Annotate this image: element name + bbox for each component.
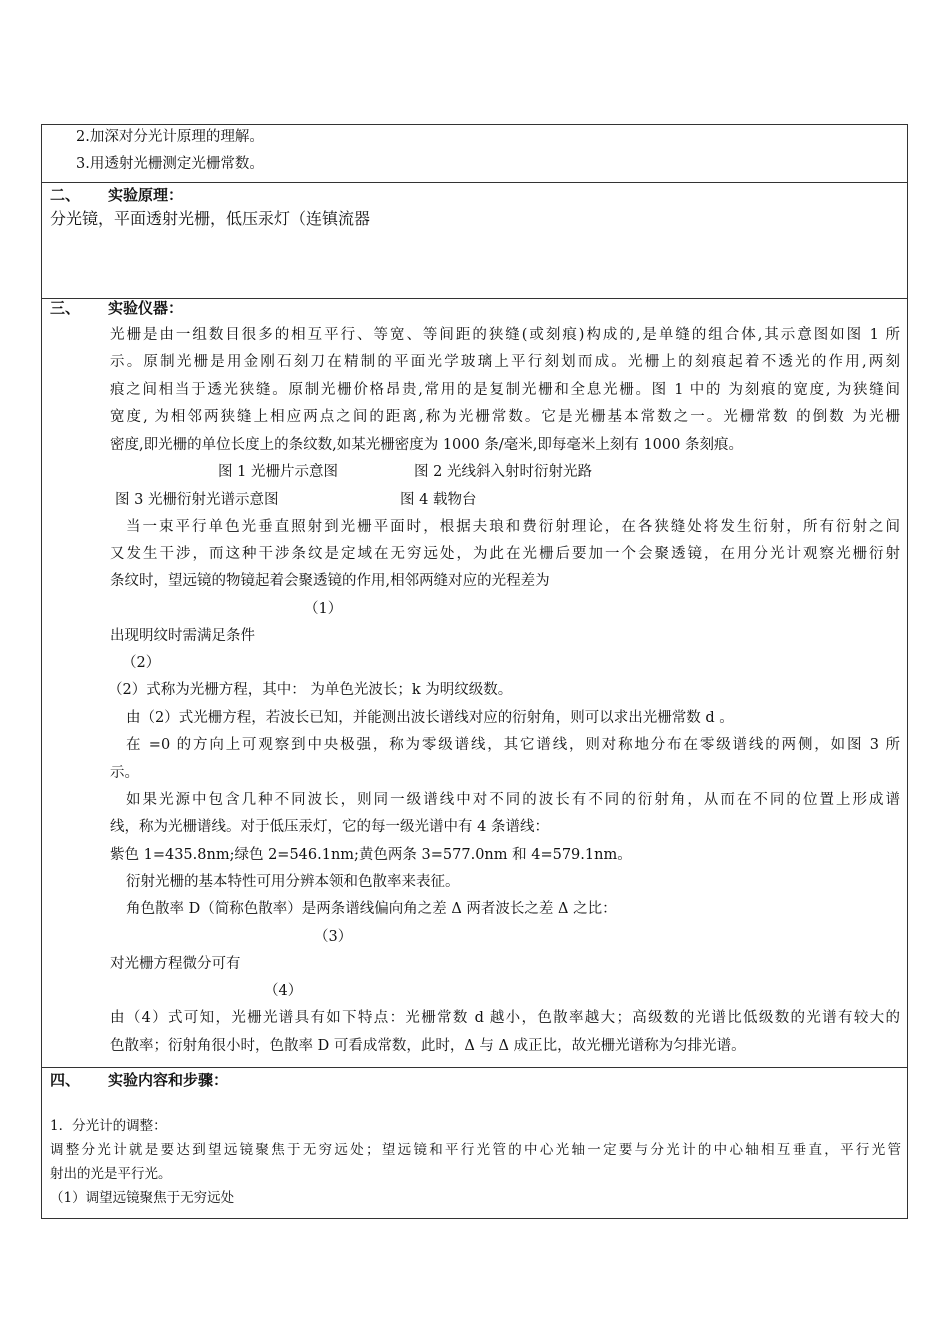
steps-title: 实验内容和步骤：	[108, 1071, 229, 1089]
angular-dispersion-definition: 角色散率 D（简称色散率）是两条谱线偏向角之差 Δ 两者波长之差 Δ 之比：	[126, 901, 617, 917]
figure-3-caption: 图 3 光栅衍射光谱示意图	[115, 492, 279, 508]
principle-number: 二、	[50, 186, 81, 204]
zero-order-paragraph-line: 示。	[110, 765, 139, 781]
grating-constant-paragraph: 由（2）式光栅方程，若波长已知，并能测出波长谱线对应的衍射角，则可以求出光栅常数 d 。	[126, 710, 734, 726]
equation-3-number: （3）	[314, 929, 353, 945]
step-1-text-line: 调整分光计就是要达到望远镜聚焦于无穷远处；望远镜和平行光管的中心光轴一定要与分光计的中心轴相互垂直，平行光管	[50, 1142, 901, 1158]
step-1-text-line: 射出的光是平行光。	[50, 1166, 172, 1182]
objective-item-2: 2.加深对分光计原理的理解。	[76, 129, 264, 145]
equation-1-number: （1）	[304, 601, 343, 617]
figure-4-caption: 图 4 载物台	[400, 492, 477, 508]
instruments-heading	[50, 298, 183, 318]
grating-paragraph-line: 宽度, 为相邻两狭缝上相应两点之间的距离,称为光栅常数。它是光栅基本常数之一。光栅常数 的倒数 为光栅	[110, 409, 900, 425]
grating-characteristics: 衍射光栅的基本特性可用分辨本领和色散率来表征。	[126, 874, 460, 890]
principle-text: 分光镜，平面透射光栅，低压汞灯（连镇流器	[50, 209, 371, 228]
grating-equation-description: （2）式称为光栅方程，其中： 为单色光波长；k 为明纹级数。	[108, 682, 513, 698]
diffraction-paragraph-line: 当一束平行单色光垂直照射到光栅平面时，根据夫琅和费衍射理论，在各狭缝处将发生衍射，所有衍射之间	[126, 519, 900, 535]
spectral-lines-paragraph-line: 如果光源中包含几种不同波长，则同一级谱线中对不同的波长有不同的衍射角，从而在不同的位置上形成谱	[126, 792, 900, 808]
principle-section	[42, 182, 907, 299]
dispersion-conclusion-line: 由（4）式可知，光栅光谱具有如下特点：光栅常数 d 越小，色散率越大；高级数的光谱比低级数的光谱有较大的	[110, 1010, 900, 1026]
grating-paragraph-line: 痕之间相当于透光狭缝。原制光栅价格昂贵,常用的是复制光栅和全息光栅。图 1 中的 为刻痕的宽度, 为狭缝间	[110, 382, 900, 398]
grating-paragraph-line: 示。原制光栅是用金刚石刻刀在精制的平面光学玻璃上平行刻划而成。光栅上的刻痕起着不透光的作用,两刻	[110, 354, 900, 370]
equation-4-number: （4）	[264, 983, 303, 999]
bright-fringe-condition: 出现明纹时需满足条件	[110, 628, 255, 644]
dispersion-conclusion-line: 色散率；衍射角很小时，色散率 D 可看成常数，此时，Δ 与 Δ 成正比，故光栅光谱称为匀排光谱。	[110, 1038, 746, 1054]
diffraction-paragraph-line: 又发生干涉，而这种干涉条纹是定域在无穷远处，为此在光栅后要加一个会聚透镜，在用分光计观察光栅衍射	[110, 546, 900, 562]
figure-1-caption: 图 1 光栅片示意图	[218, 464, 338, 480]
instruments-title: 实验仪器：	[108, 299, 184, 317]
steps-heading	[50, 1070, 228, 1090]
objective-item-3: 3.用透射光栅测定光栅常数。	[76, 156, 264, 172]
instruments-section	[42, 298, 907, 1068]
equation-2-number: （2）	[122, 655, 161, 671]
mercury-spectrum-wavelengths: 紫色 1=435.8nm;绿色 2=546.1nm;黄色两条 3=577.0nm 和 4=579.1nm。	[110, 847, 632, 863]
instruments-number: 三、	[50, 299, 81, 317]
experiment-report-table	[41, 124, 908, 1219]
principle-title: 实验原理：	[108, 186, 184, 204]
zero-order-paragraph-line: 在 =0 的方向上可观察到中央极强，称为零级谱线，其它谱线，则对称地分布在零级谱线的两侧，如图 3 所	[126, 737, 900, 753]
differential-intro: 对光栅方程微分可有	[110, 956, 241, 972]
step-1a-title: （1）调望远镜聚焦于无穷远处	[50, 1190, 235, 1206]
figure-2-caption: 图 2 光线斜入射时衍射光路	[414, 464, 592, 480]
diffraction-paragraph-line: 条纹时，望远镜的物镜起着会聚透镜的作用,相邻两缝对应的光程差为	[110, 573, 550, 589]
grating-paragraph-line: 密度,即光栅的单位长度上的条纹数,如某光栅密度为 1000 条/毫米,即每毫米上刻有 1000 条刻痕。	[110, 437, 743, 453]
step-1-title: 1．分光计的调整：	[50, 1118, 167, 1134]
steps-number: 四、	[50, 1071, 81, 1089]
steps-section	[42, 1067, 907, 1218]
principle-heading	[50, 185, 183, 205]
objectives-section	[42, 125, 907, 183]
spectral-lines-paragraph-line: 线，称为光栅谱线。对于低压汞灯，它的每一级光谱中有 4 条谱线：	[110, 819, 549, 835]
grating-paragraph-line: 光栅是由一组数目很多的相互平行、等宽、等间距的狭缝(或刻痕)构成的,是单缝的组合体,其示意图如图 1 所	[110, 327, 900, 343]
